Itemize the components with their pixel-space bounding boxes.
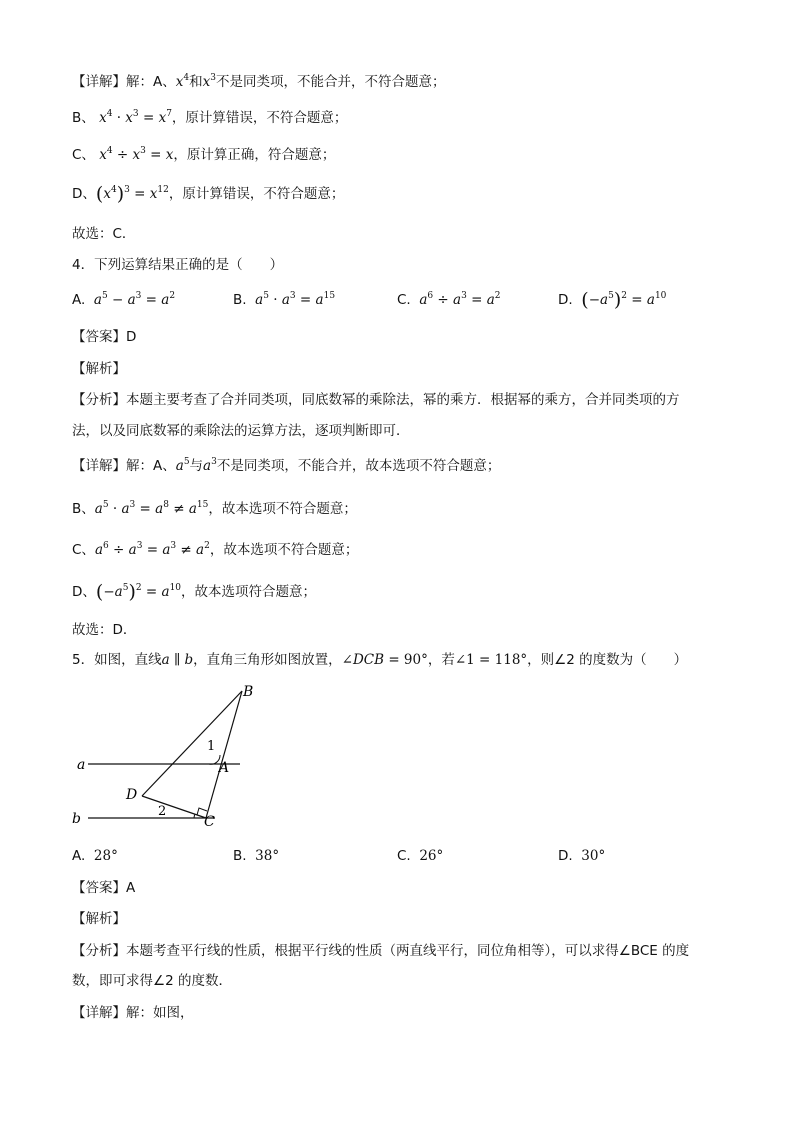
q4-detail-b: B、$a^5 \cdot a^3 = a^8 \ne a^{15}$，故本选项不符合题意； — [72, 500, 357, 517]
geometry-figure — [70, 683, 270, 833]
formula: $x^4 \div x^3 = x$ — [99, 146, 174, 163]
q5-detail: 【详解】解：如图， — [72, 1005, 194, 1021]
side-dc — [142, 796, 206, 818]
label-a-vertex: A — [219, 760, 230, 776]
q5-option-c: C. 26° — [397, 848, 444, 864]
q4-analysis-label: 【解析】 — [72, 361, 126, 377]
formula: $(x^4)^3 = x^{12}$ — [95, 183, 169, 205]
q4-stem: 4．下列运算结果正确的是（ ） — [72, 257, 284, 273]
formula: $x^4 \cdot x^3 = x^7$ — [99, 109, 172, 126]
label-b-vertex: B — [243, 684, 254, 700]
q4-option-d: D. $(-a^5)^2 = a^{10}$ — [558, 289, 667, 311]
q4-fenxi-line1: 【分析】本题主要考查了合并同类项，同底数幂的乘除法，幂的乘方．根据幂的乘方，合并同类项的方 — [72, 392, 680, 408]
q5-option-a: A. 28° — [72, 848, 118, 864]
q5-fenxi-line2: 数，即可求得∠2 的度数． — [72, 973, 232, 989]
q5-option-d: D. 30° — [558, 848, 606, 864]
q3-conclusion: 故选：C． — [72, 226, 136, 242]
label-angle-2: 2 — [158, 804, 167, 819]
q4-answer: 【答案】D — [72, 329, 137, 345]
q3-detail-c: C、 $x^4 \div x^3 = x$，原计算正确，符合题意； — [72, 146, 336, 163]
label-c-vertex: C — [204, 814, 215, 830]
q3-detail-a: 【详解】解：A、$x^4$和$x^3$不是同类项，不能合并，不符合题意； — [72, 73, 446, 90]
label-line-a: a — [77, 757, 86, 773]
q3-detail-b: B、 $x^4 \cdot x^3 = x^7$，原计算错误，不符合题意； — [72, 109, 348, 126]
q5-stem: 5．如图，直线a ∥ b，直角三角形如图放置，∠DCB = 90°，若∠1 = 118°，则∠2 的度数为（ ） — [72, 652, 688, 668]
q5-fenxi-line1: 【分析】本题考查平行线的性质，根据平行线的性质（两直线平行，同位角相等），可以求得∠BCE 的度 — [72, 943, 690, 959]
q4-option-b: B. $a^5 \cdot a^3 = a^{15}$ — [233, 291, 336, 308]
q5-answer: 【答案】A — [72, 880, 136, 896]
detail-label: 【详解】 — [72, 74, 126, 90]
q4-detail-c: C、$a^6 \div a^3 = a^3 \ne a^2$，故本选项不符合题意； — [72, 541, 359, 558]
label-d-vertex: D — [126, 787, 138, 803]
q4-option-a: A. $a^5 - a^3 = a^2$ — [72, 291, 176, 308]
label-line-b: b — [72, 811, 81, 827]
label-angle-1: 1 — [207, 739, 216, 754]
q4-conclusion: 故选：D． — [72, 622, 137, 638]
q5-option-b: B. 38° — [233, 848, 280, 864]
q4-fenxi-line2: 法，以及同底数幂的乘除法的运算方法，逐项判断即可． — [72, 423, 410, 439]
q4-detail-a: 【详解】解：A、$a^5$与$a^3$不是同类项，不能合并，故本选项不符合题意； — [72, 457, 501, 474]
q5-analysis-label: 【解析】 — [72, 911, 126, 927]
q3-detail-d: D、$(x^4)^3 = x^{12}$，原计算错误，不符合题意； — [72, 183, 345, 205]
q4-option-c: C. $a^6 \div a^3 = a^2$ — [397, 291, 501, 308]
q4-detail-d: D、$(-a^5)^2 = a^{10}$，故本选项符合题意； — [72, 581, 317, 603]
